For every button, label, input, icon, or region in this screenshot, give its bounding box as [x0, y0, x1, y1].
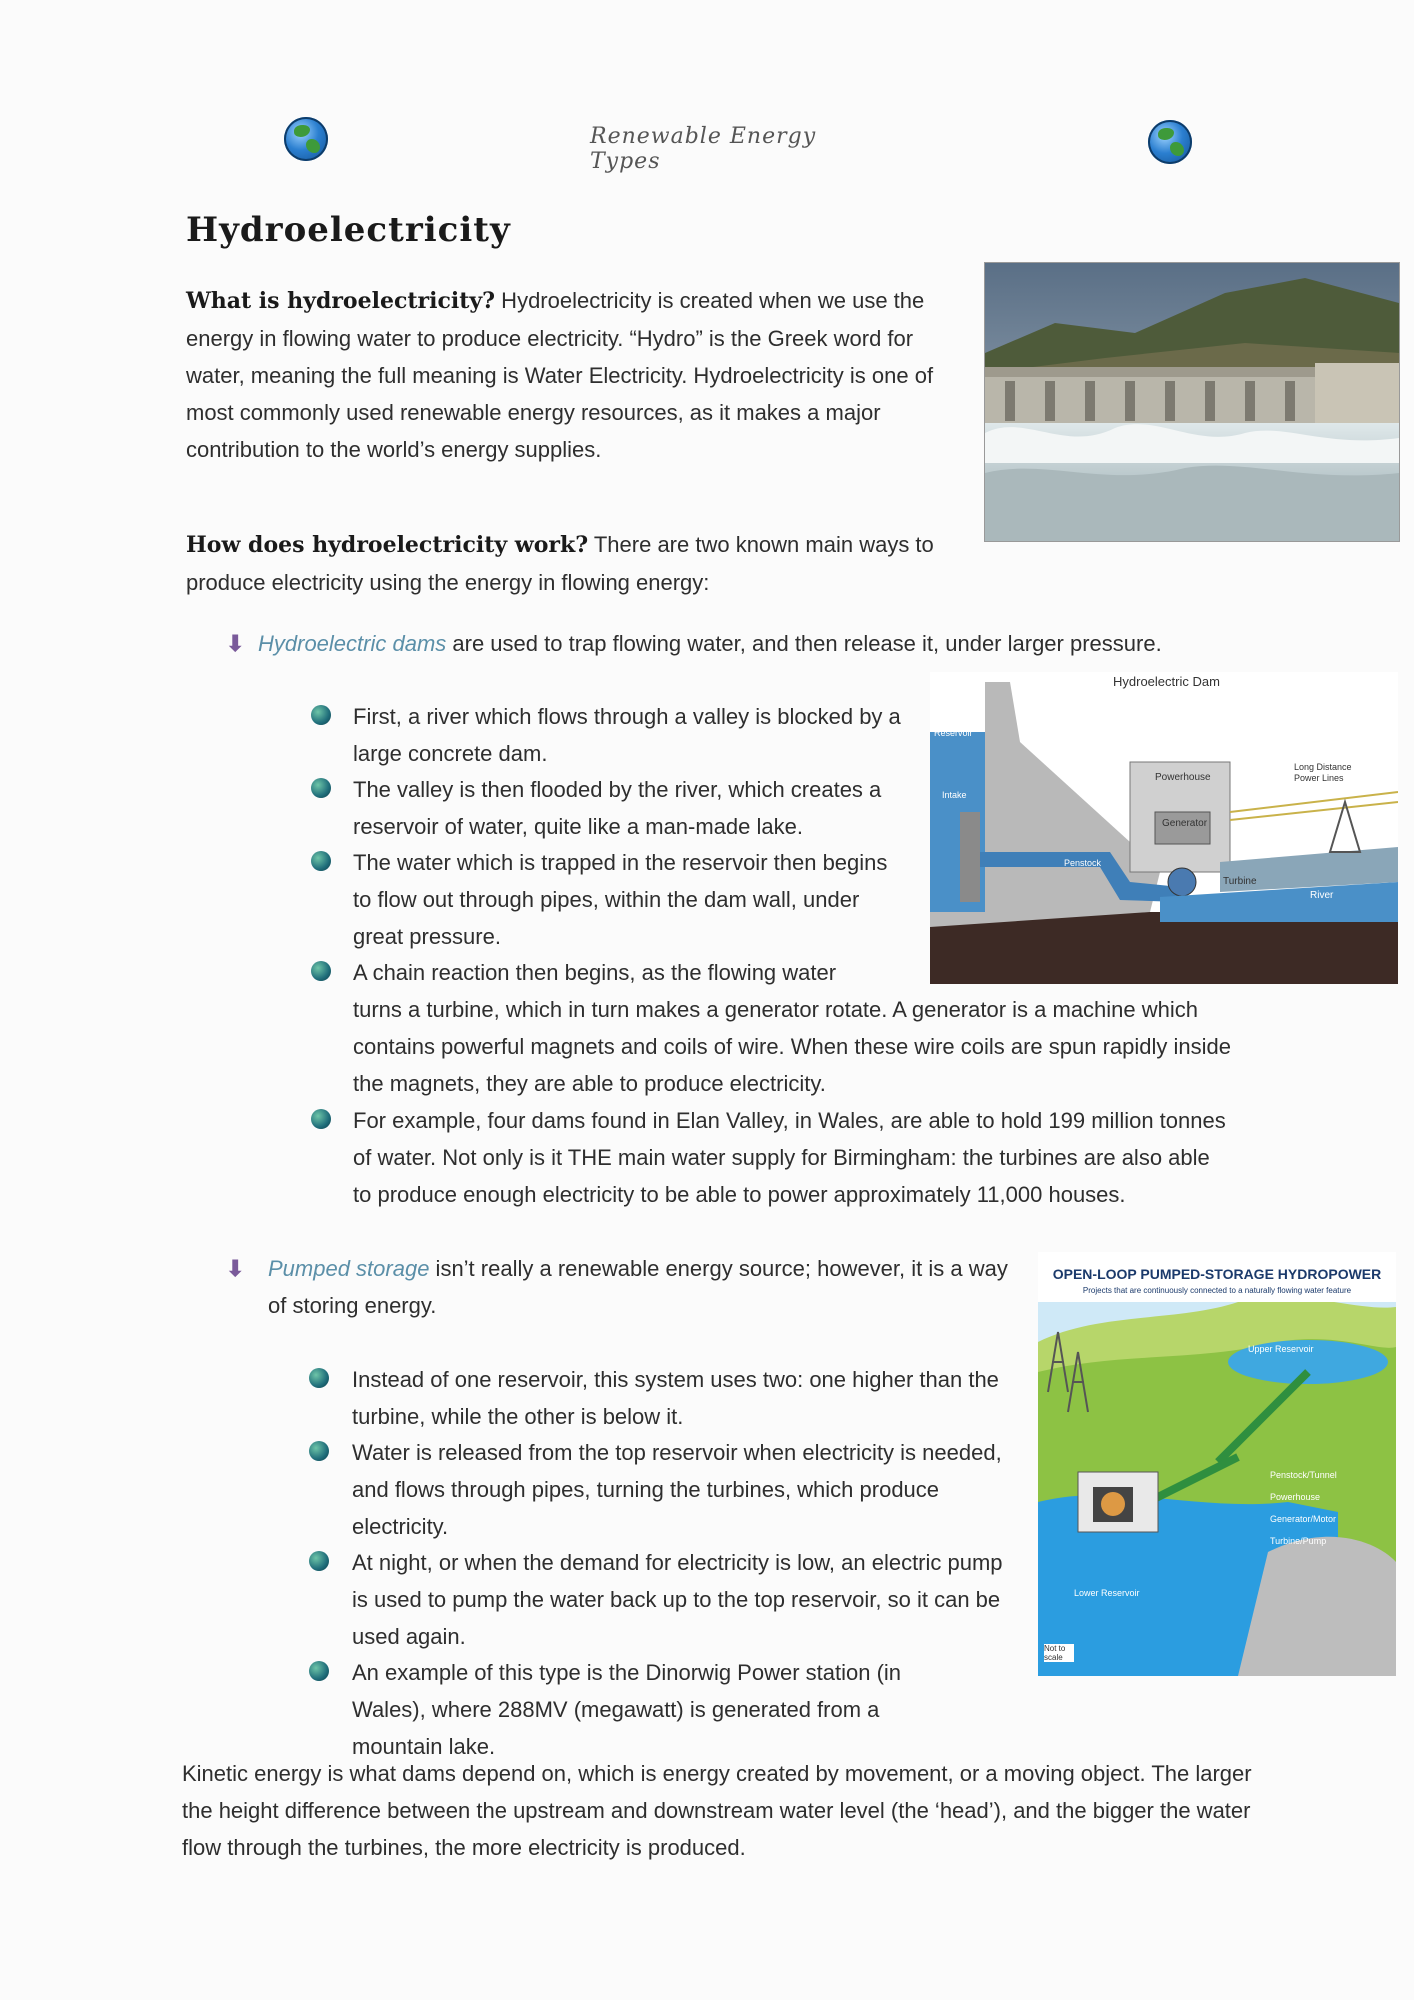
- intro-text: Hydroelectricity is created when we use the energy in flowing water to produce electricity. “Hydro” is the Greek word for water, meaning the full meaning is Water Electricity. Hydroelectricity is one of most commonly used renewable energy resources, as it makes a major contribution to the world’s energy supplies.: [186, 288, 934, 462]
- pumped-bullet-3: At night, or when the demand for electricity is low, an electric pump is used to pump the water back up to the top reservoir, so it can be used again.: [352, 1550, 1003, 1649]
- how-paragraph: [186, 526, 956, 601]
- arrow-bullet-icon: ⬇: [226, 631, 245, 656]
- bullet-icon: [311, 851, 331, 871]
- diagram-title: Hydroelectric Dam: [1113, 674, 1220, 689]
- globe-icon-left: [284, 117, 328, 161]
- how-heading: How does hydroelectricity work?: [186, 532, 589, 558]
- label-powerhouse: Powerhouse: [1270, 1492, 1321, 1502]
- pumped-text: isn’t really a renewable energy source; however, it is a way of storing energy.: [268, 1256, 1008, 1318]
- header-title: Renewable Energy Types: [590, 124, 817, 174]
- pumped-bullet-4-text: An example of this type is the Dinorwig Power station (in Wales), where 288MV (megawatt) is generated from a mountain lake.: [352, 1660, 902, 1759]
- bullet-icon: [311, 705, 331, 725]
- globe-icon-right: [1148, 120, 1192, 164]
- dams-line: [226, 625, 1306, 662]
- dam-diagram: [930, 672, 1398, 984]
- label-generator-motor: Generator/Motor: [1270, 1514, 1337, 1524]
- dam-bullet-4-line-1: A chain reaction then begins, as the flowing water: [353, 960, 837, 985]
- dam-bullet-2: The valley is then flooded by the river, which creates a reservoir of water, quite like a man-made lake.: [353, 777, 882, 839]
- dam-photo: [984, 262, 1400, 542]
- dams-text: are used to trap flowing water, and then release it, under larger pressure.: [446, 631, 1162, 656]
- page-title: Hydroelectricity: [186, 210, 511, 250]
- label-turbine: Turbine: [1223, 876, 1257, 887]
- bullet-icon: [309, 1368, 329, 1388]
- dams-link[interactable]: Hydroelectric dams: [258, 631, 447, 656]
- bullet-icon: [309, 1551, 329, 1571]
- label-river: River: [1310, 890, 1334, 901]
- conclusion-paragraph: Kinetic energy is what dams depend on, which is energy created by movement, or a moving object. The larger the height difference between the upstream and downstream water level (the ‘head’), and the bigger the water flow through the turbines, the more electricity is produced.: [182, 1761, 1252, 1860]
- pumped-diagram-title: OPEN-LOOP PUMPED-STORAGE HYDROPOWER: [1038, 1252, 1396, 1286]
- bullet-icon: [311, 1109, 331, 1129]
- pumped-diagram: [1038, 1252, 1396, 1676]
- bullet-icon: [309, 1661, 329, 1681]
- label-penstock: Penstock: [1064, 858, 1102, 868]
- pumped-diagram-subtitle: Projects that are continuously connected to a naturally flowing water feature: [1038, 1286, 1396, 1302]
- label-lower-reservoir: Lower Reservoir: [1074, 1588, 1140, 1598]
- pumped-bullet-2: Water is released from the top reservoir when electricity is needed, and flows through pipes, turning the turbines, which produce electricity.: [352, 1440, 1002, 1539]
- intro-paragraph: [186, 282, 976, 468]
- label-generator: Generator: [1162, 818, 1208, 829]
- label-turbine-pump: Turbine/Pump: [1270, 1536, 1327, 1546]
- label-reservoir: Reservoir: [934, 728, 973, 738]
- dam-bullet-5: For example, four dams found in Elan Valley, in Wales, are able to hold 199 million tonnes of water. Not only is it THE main water supply for Birmingham: the turbines are also able to produce enough electricity to be able to power approximately 11,000 houses.: [353, 1108, 1226, 1207]
- label-not-to-scale: Not to scale: [1044, 1644, 1074, 1662]
- label-intake: Intake: [942, 790, 967, 800]
- dam-bullet-4-rest: turns a turbine, which in turn makes a generator rotate. A generator is a machine which contains powerful magnets and coils of wire. When these wire coils are spun rapidly inside the magnets, they are able to produce electricity.: [353, 997, 1231, 1096]
- pumped-bullet-4: [352, 1654, 1112, 1765]
- bullet-icon: [311, 961, 331, 981]
- dam-bullet-3: The water which is trapped in the reservoir then begins to flow out through pipes, within the dam wall, under great pressure.: [353, 850, 888, 949]
- pumped-link[interactable]: Pumped storage: [268, 1256, 430, 1281]
- bullet-icon: [311, 778, 331, 798]
- label-upper-reservoir: Upper Reservoir: [1248, 1344, 1314, 1354]
- pumped-bullet-1: Instead of one reservoir, this system uses two: one higher than the turbine, while the other is below it.: [352, 1367, 999, 1429]
- how-text: There are two known main ways to produce electricity using the energy in flowing energy:: [186, 532, 934, 595]
- dam-bullet-1: First, a river which flows through a valley is blocked by a large concrete dam.: [353, 704, 901, 766]
- label-power-lines: Long Distance Power Lines: [1294, 762, 1352, 783]
- bullet-icon: [309, 1441, 329, 1461]
- intro-heading: What is hydroelectricity?: [186, 288, 496, 314]
- arrow-bullet-icon: ⬇: [226, 1256, 245, 1281]
- label-penstock-tunnel: Penstock/Tunnel: [1270, 1470, 1337, 1480]
- label-powerhouse: Powerhouse: [1155, 772, 1211, 783]
- pumped-line: [226, 1250, 1026, 1324]
